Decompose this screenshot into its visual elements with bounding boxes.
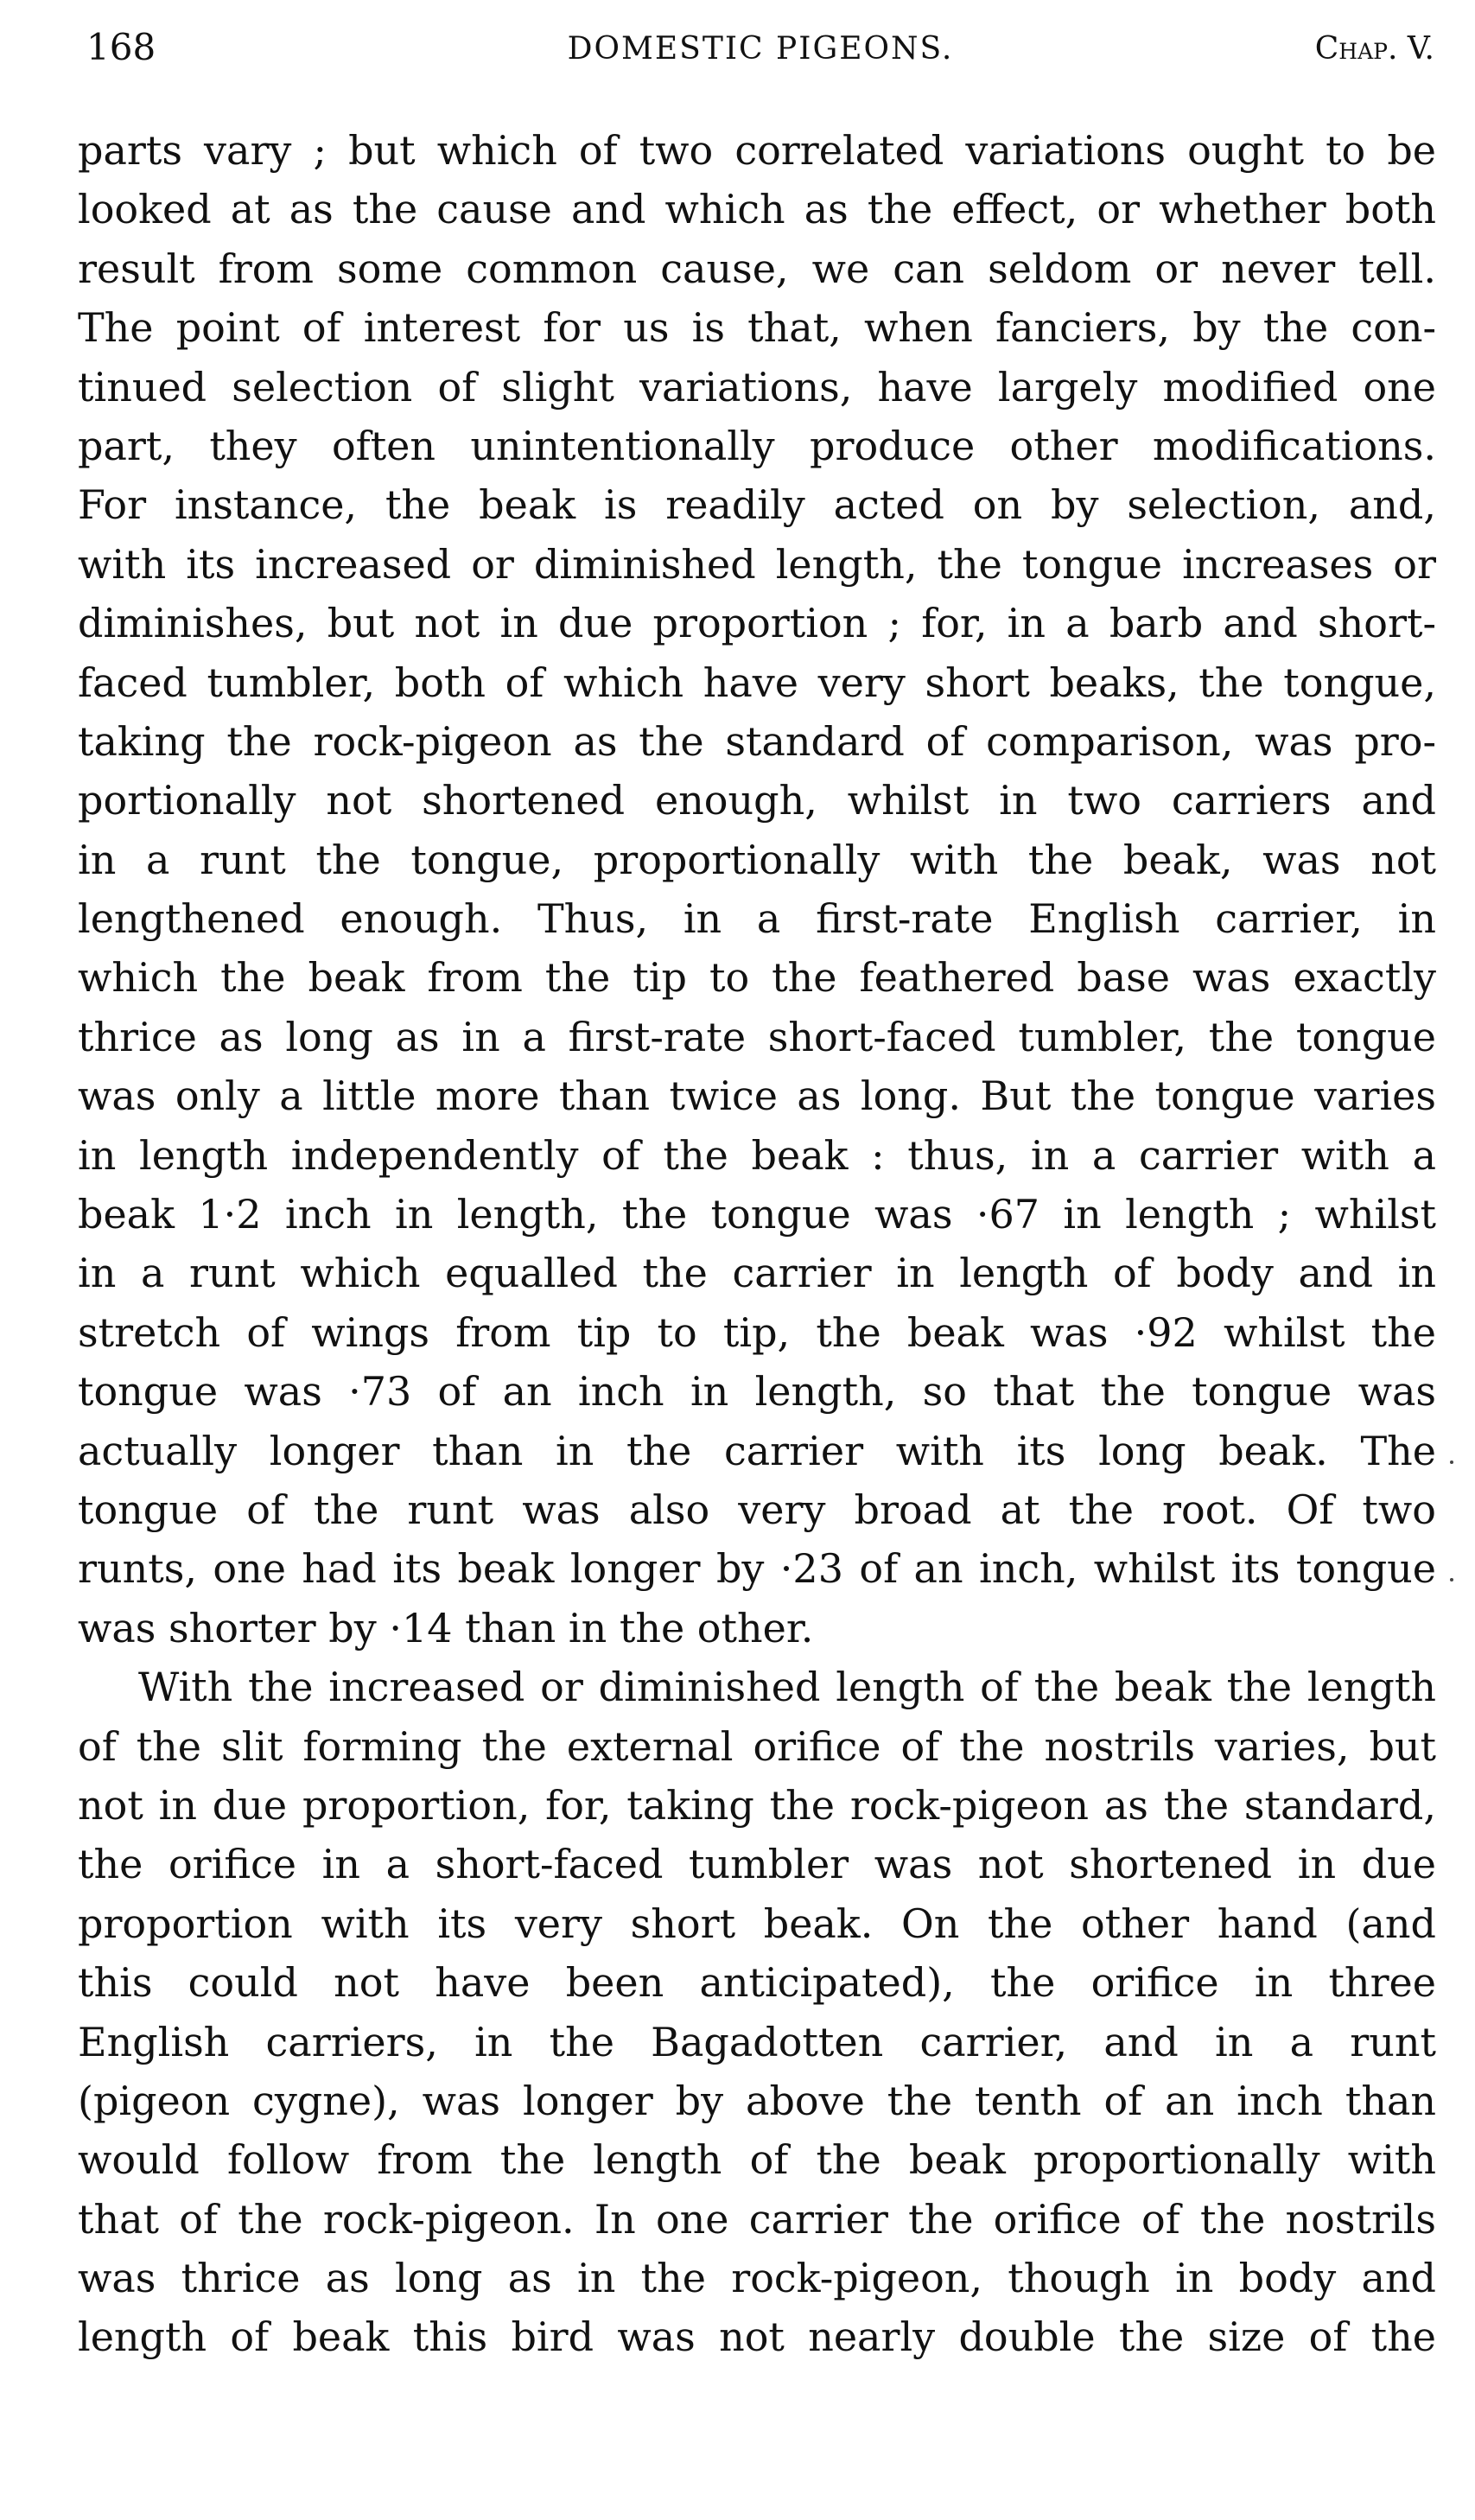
running-head: [86, 26, 1434, 78]
text-line: The point of interest for us is that, when fanciers, by the con-: [78, 304, 1436, 352]
text-line: taking the rock-pigeon as the standard of comparison, was pro-: [78, 717, 1436, 765]
text-line: the orifice in a short-faced tumbler was not shortened in due: [78, 1841, 1436, 1888]
text-line: this could not have been anticipated), the orifice in three: [78, 1959, 1436, 2007]
page-number: 168: [86, 26, 156, 68]
text-line: would follow from the length of the beak proportionally with: [78, 2136, 1436, 2184]
text-line: with its increased or diminished length, the tongue increases or: [78, 540, 1436, 588]
text-line: parts vary ; but which of two correlated variations ought to be: [78, 127, 1436, 174]
text-line: was thrice as long as in the rock-pigeon, though in body and: [78, 2255, 1436, 2302]
text-line: length of beak this bird was not nearly double the size of the: [78, 2313, 1436, 2361]
text-line: part, they often unintentionally produce other modifications.: [78, 422, 1436, 469]
paragraph-2: [78, 1658, 1436, 2367]
chapter-label: Chap. V.: [1314, 31, 1434, 67]
text-line: tinued selection of slight variations, have largely modified one: [78, 363, 1436, 410]
text-line: lengthened enough. Thus, in a first-rate English carrier, in: [78, 895, 1436, 943]
text-line: actually longer than in the carrier with its long beak. The: [78, 1427, 1436, 1474]
text-line: tongue of the runt was also very broad at the root. Of two: [78, 1486, 1436, 1533]
text-line: diminishes, but not in due proportion ; for, in a barb and short-: [78, 600, 1436, 647]
text-line: of the slit forming the external orifice of the nostrils varies, but: [78, 1722, 1436, 1770]
text-line: which the beak from the tip to the feathered base was exactly: [78, 954, 1436, 1002]
text-line: stretch of wings from tip to tip, the beak was ·92 whilst the: [78, 1308, 1436, 1356]
text-line: With the increased or diminished length of the beak the length: [138, 1664, 1436, 1711]
text-line: For instance, the beak is readily acted on by selection, and,: [78, 481, 1436, 529]
margin-mark: [1450, 1460, 1453, 1464]
text-line: result from some common cause, we can seldom or never tell.: [78, 245, 1436, 292]
text-line: that of the rock-pigeon. In one carrier the orifice of the nostrils: [78, 2195, 1436, 2243]
text-line: in a runt the tongue, proportionally with the beak, was not: [78, 836, 1436, 883]
text-line: faced tumbler, both of which have very short beaks, the tongue,: [78, 659, 1436, 706]
text-body: [78, 121, 1436, 2367]
text-line: runts, one had its beak longer by ·23 of an inch, whilst its tongue: [78, 1545, 1436, 1593]
text-line: beak 1·2 inch in length, the tongue was ·67 in length ; whilst: [78, 1191, 1436, 1238]
running-title: DOMESTIC PIGEONS.: [567, 31, 954, 67]
margin-mark: [1450, 1578, 1453, 1581]
text-line: thrice as long as in a first-rate short-faced tumbler, the tongue: [78, 1013, 1436, 1060]
text-line: portionally not shortened enough, whilst in two carriers and: [78, 777, 1436, 824]
text-line: in length independently of the beak : thus, in a carrier with a: [78, 1131, 1436, 1179]
text-line: English carriers, in the Bagadotten carrier, and in a runt: [78, 2018, 1436, 2065]
text-line: in a runt which equalled the carrier in length of body and in: [78, 1250, 1436, 1297]
text-line: tongue was ·73 of an inch in length, so that the tongue was: [78, 1368, 1436, 1416]
text-line: looked at as the cause and which as the effect, or whether both: [78, 186, 1436, 233]
text-line: was shorter by ·14 than in the other.: [78, 1604, 814, 1651]
text-line: not in due proportion, for, taking the rock-pigeon as the standard,: [78, 1781, 1436, 1829]
text-line: was only a little more than twice as long. But the tongue varies: [78, 1072, 1436, 1120]
paragraph-1: [78, 121, 1436, 1658]
text-line: proportion with its very short beak. On the other hand (and: [78, 1900, 1436, 1947]
text-line: (pigeon cygne), was longer by above the tenth of an inch than: [78, 2077, 1436, 2124]
